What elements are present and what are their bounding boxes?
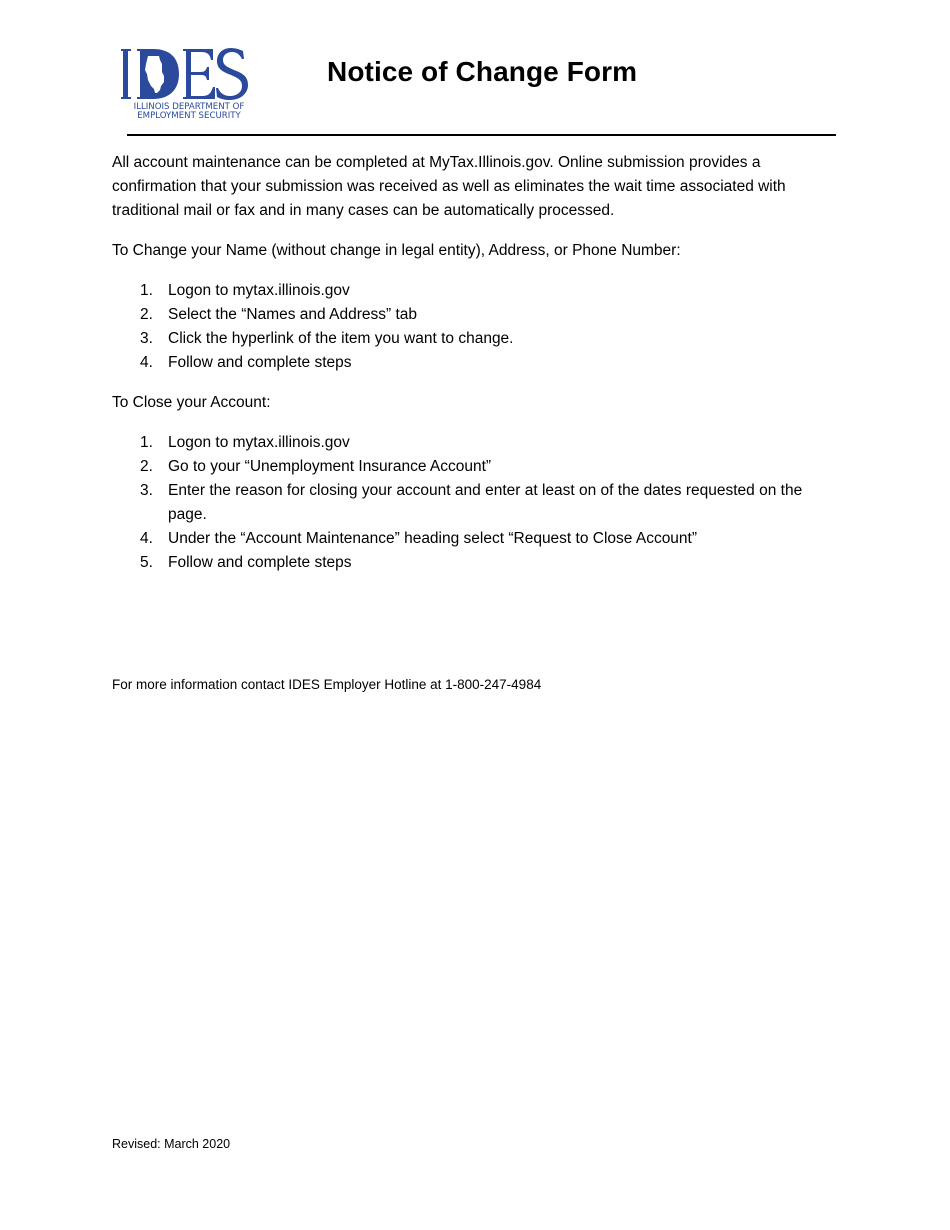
header-divider [127, 134, 836, 136]
contact-info: For more information contact IDES Employer Hotline at 1-800-247-4984 [112, 677, 542, 692]
step-text: Logon to mytax.illinois.gov [168, 434, 350, 451]
step-number: 1. [140, 434, 153, 451]
step-text: Follow and complete steps [168, 354, 352, 371]
step-number: 5. [140, 554, 153, 571]
svg-text:ILLINOIS DEPARTMENT OF: ILLINOIS DEPARTMENT OF [133, 102, 245, 112]
list-item [112, 551, 827, 575]
step-number: 1. [140, 282, 153, 299]
ides-logo [121, 46, 257, 120]
page-title: Notice of Change Form [327, 56, 638, 87]
close-steps-list [112, 431, 827, 575]
form-body [112, 151, 827, 591]
step-number: 2. [140, 458, 153, 475]
list-item [112, 327, 827, 351]
list-item [112, 279, 827, 303]
step-text: Under the “Account Maintenance” heading select “Request to Close Account” [168, 530, 698, 547]
revision-date: Revised: March 2020 [112, 1137, 231, 1151]
change-section-heading: To Change your Name (without change in legal entity), Address, or Phone Number: [112, 242, 681, 259]
step-text: Click the hyperlink of the item you want to change. [168, 330, 514, 347]
step-text: Select the “Names and Address” tab [168, 306, 417, 323]
list-item [112, 303, 827, 327]
svg-text:EMPLOYMENT SECURITY: EMPLOYMENT SECURITY [137, 111, 241, 120]
step-number: 3. [140, 330, 153, 347]
list-item [112, 351, 827, 375]
step-text: Follow and complete steps [168, 554, 352, 571]
step-number: 4. [140, 530, 153, 547]
list-item [112, 431, 827, 455]
step-number: 2. [140, 306, 153, 323]
list-item [112, 527, 827, 551]
change-steps-list [112, 279, 827, 375]
step-text: Go to your “Unemployment Insurance Account” [168, 458, 492, 475]
close-section-heading: To Close your Account: [112, 394, 271, 411]
intro-paragraph: All account maintenance can be completed at MyTax.Illinois.gov. Online submission provides a confirmation that your submission was received as well as eliminates the wait time associated with traditional mail or fax and in many cases can be automatically processed. [112, 154, 786, 219]
list-item [112, 455, 827, 479]
list-item [112, 479, 827, 527]
step-text: Enter the reason for closing your account and enter at least on of the dates requested on the page. [168, 482, 803, 523]
step-number: 4. [140, 354, 153, 371]
step-number: 3. [140, 482, 153, 499]
step-text: Logon to mytax.illinois.gov [168, 282, 350, 299]
